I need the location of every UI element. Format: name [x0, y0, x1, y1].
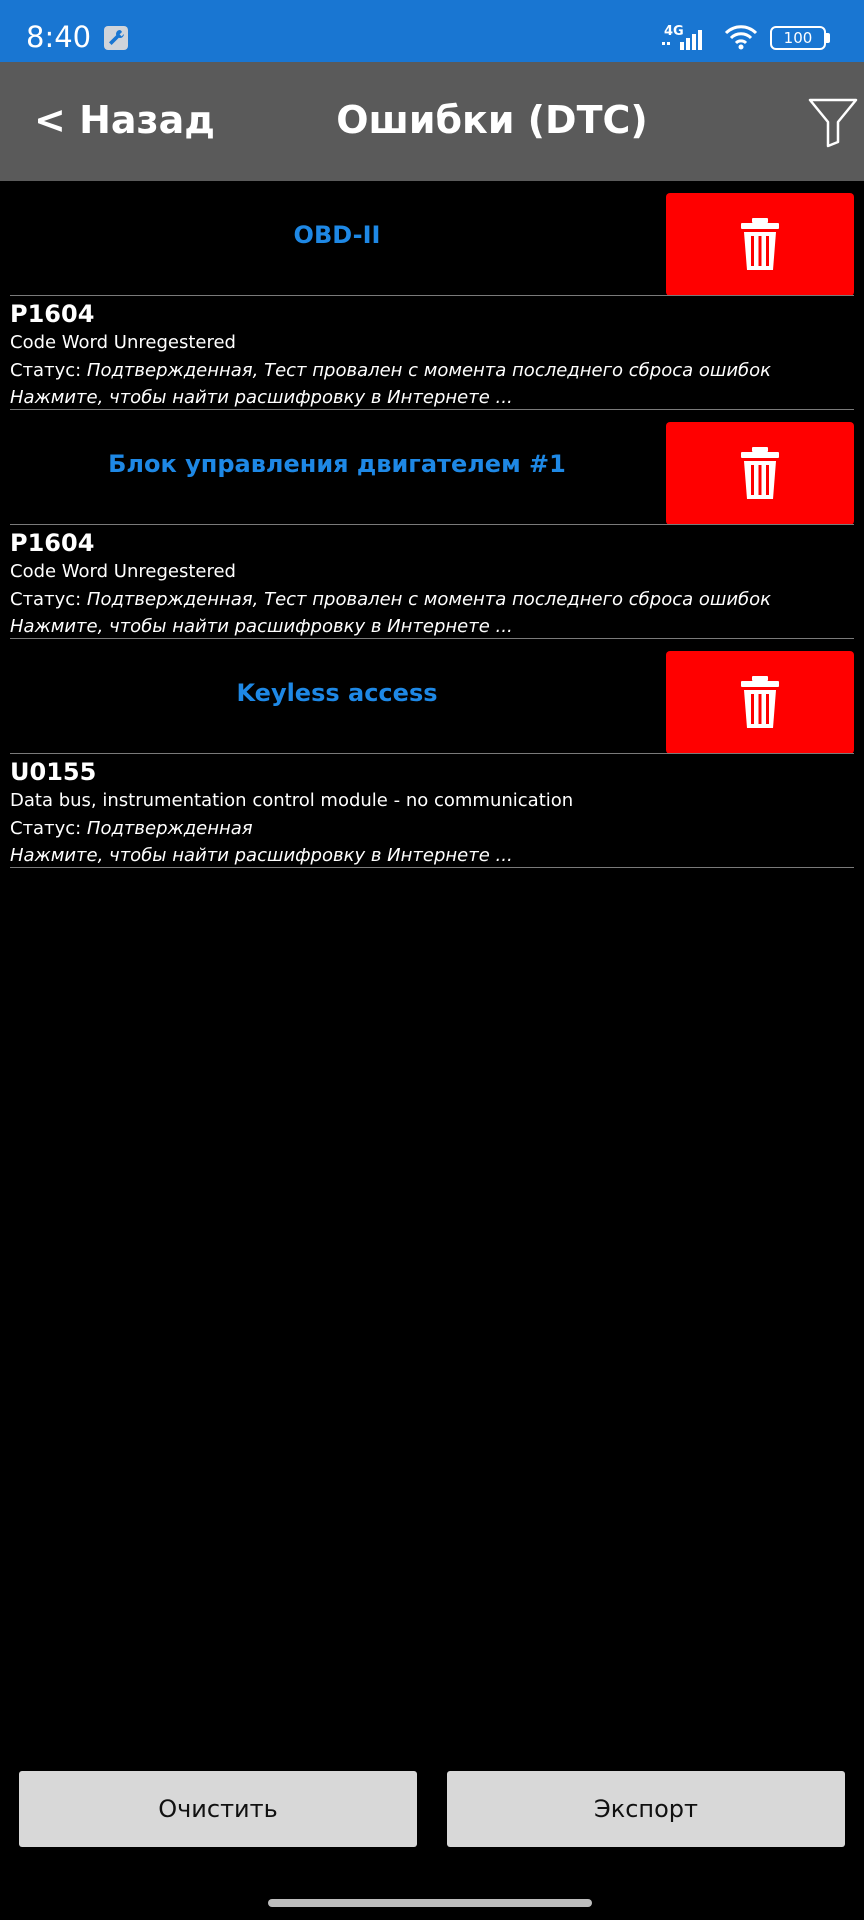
page-title: Ошибки (DTC): [336, 98, 648, 142]
back-button[interactable]: < Назад: [34, 98, 215, 142]
cellular-signal-icon: [662, 24, 714, 52]
module-header: [0, 181, 864, 296]
app-header: [0, 62, 864, 181]
dtc-code: P1604: [10, 300, 95, 328]
delete-button[interactable]: [666, 422, 854, 525]
network-type: 4G: [664, 24, 684, 39]
dtc-item[interactable]: [0, 296, 864, 410]
export-button[interactable]: Экспорт: [447, 1771, 845, 1847]
wrench-icon: [104, 26, 128, 50]
status-label: Статус:: [10, 818, 82, 839]
module-header: [0, 639, 864, 754]
dtc-code: P1604: [10, 529, 95, 557]
battery-icon: [770, 26, 826, 50]
dtc-description: Data bus, instrumentation control module - no communication: [10, 790, 574, 811]
dtc-status: [10, 818, 253, 839]
filter-icon[interactable]: [808, 96, 858, 148]
battery-tip: [826, 33, 830, 43]
status-value: Подтвержденная, Тест провален с момента последнего сброса ошибок: [86, 360, 772, 381]
status-value: Подтвержденная, Тест провален с момента последнего сброса ошибок: [86, 589, 772, 610]
dtc-item[interactable]: [0, 525, 864, 639]
wifi-icon: [724, 24, 758, 54]
dtc-status: [10, 360, 771, 381]
module-name: OBD-II: [293, 221, 381, 249]
dtc-item[interactable]: [0, 754, 864, 868]
module-name: Keyless access: [236, 679, 438, 707]
module-header: [0, 410, 864, 525]
clear-button[interactable]: Очистить: [19, 1771, 417, 1847]
dtc-status: [10, 589, 771, 610]
trash-icon: [740, 447, 780, 501]
search-online-link[interactable]: Нажмите, чтобы найти расшифровку в Интернете ...: [10, 387, 513, 408]
delete-button[interactable]: [666, 193, 854, 296]
dtc-code: U0155: [10, 758, 97, 786]
status-bar: [0, 0, 864, 62]
module-name: Блок управления двигателем #1: [108, 450, 566, 478]
battery-level: 100: [783, 29, 813, 47]
dtc-description: Code Word Unregestered: [10, 561, 236, 582]
search-online-link[interactable]: Нажмите, чтобы найти расшифровку в Интернете ...: [10, 616, 513, 637]
status-time: 8:40: [26, 20, 92, 54]
home-indicator[interactable]: [268, 1899, 592, 1907]
status-label: Статус:: [10, 589, 82, 610]
dtc-list: [0, 181, 864, 868]
divider: [10, 867, 854, 868]
status-value: Подтвержденная: [86, 818, 253, 839]
trash-icon: [740, 218, 780, 272]
trash-icon: [740, 676, 780, 730]
status-label: Статус:: [10, 360, 82, 381]
search-online-link[interactable]: Нажмите, чтобы найти расшифровку в Интернете ...: [10, 845, 513, 866]
dtc-description: Code Word Unregestered: [10, 332, 236, 353]
delete-button[interactable]: [666, 651, 854, 754]
